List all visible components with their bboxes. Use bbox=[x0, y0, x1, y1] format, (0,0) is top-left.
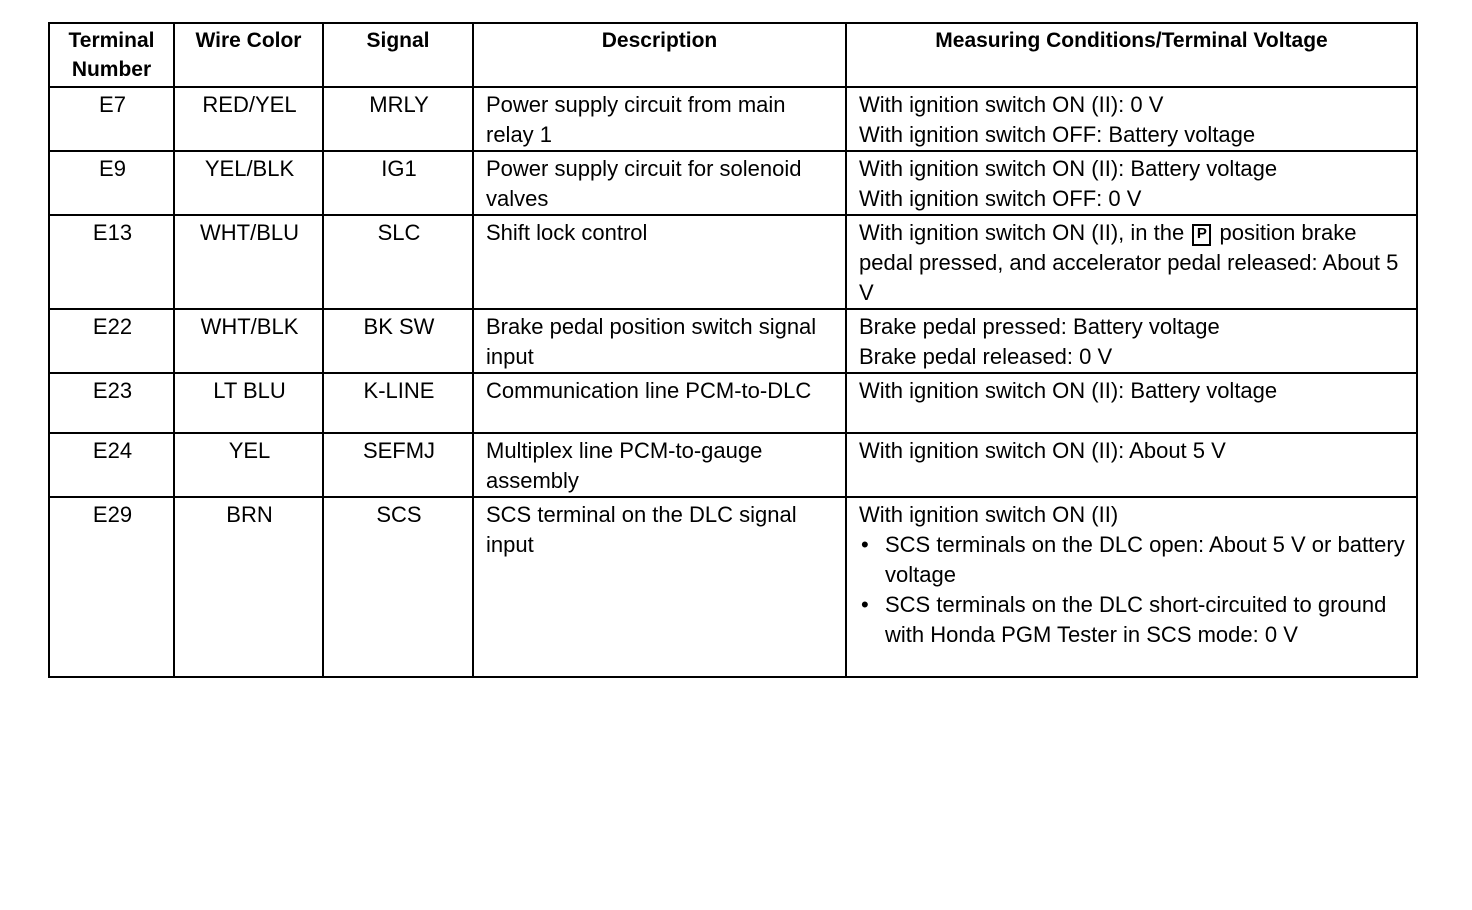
condition-line: With ignition switch ON (II): Battery voltage bbox=[859, 378, 1278, 403]
description-cell: SCS terminal on the DLC signal input bbox=[473, 497, 846, 677]
signal-cell: SEFMJ bbox=[323, 433, 473, 497]
header-wire-color: Wire Color bbox=[174, 23, 323, 87]
bullet-icon: • bbox=[861, 532, 869, 557]
signal-cell: K-LINE bbox=[323, 373, 473, 433]
description-cell: Power supply circuit from main relay 1 bbox=[473, 87, 846, 151]
signal-cell: SLC bbox=[323, 215, 473, 309]
table-row bbox=[49, 373, 1417, 433]
terminal-number-cell: E22 bbox=[49, 309, 174, 373]
signal-cell: MRLY bbox=[323, 87, 473, 151]
conditions-cell bbox=[846, 215, 1417, 309]
terminal-number-cell: E9 bbox=[49, 151, 174, 215]
signal-cell: BK SW bbox=[323, 309, 473, 373]
condition-bullet-item bbox=[859, 590, 1406, 650]
bullet-icon: • bbox=[861, 592, 869, 617]
condition-line: With ignition switch ON (II): Battery voltage bbox=[859, 156, 1278, 181]
conditions-cell bbox=[846, 497, 1417, 677]
condition-line: With ignition switch ON (II): About 5 V bbox=[859, 438, 1226, 463]
wire-color-cell: LT BLU bbox=[174, 373, 323, 433]
header-terminal-number: Terminal Number bbox=[49, 23, 174, 87]
description-cell: Multiplex line PCM-to-gauge assembly bbox=[473, 433, 846, 497]
terminal-number-cell: E29 bbox=[49, 497, 174, 677]
description-cell: Shift lock control bbox=[473, 215, 846, 309]
table-row bbox=[49, 433, 1417, 497]
park-position-icon: P bbox=[1192, 224, 1211, 246]
table-row bbox=[49, 151, 1417, 215]
conditions-cell bbox=[846, 309, 1417, 373]
condition-bullet-item bbox=[859, 530, 1406, 590]
condition-line: Brake pedal released: 0 V bbox=[859, 344, 1113, 369]
wire-color-cell: RED/YEL bbox=[174, 87, 323, 151]
conditions-cell bbox=[846, 87, 1417, 151]
terminal-number-cell: E24 bbox=[49, 433, 174, 497]
wire-color-cell: BRN bbox=[174, 497, 323, 677]
condition-line: Brake pedal pressed: Battery voltage bbox=[859, 314, 1220, 339]
wire-color-cell: WHT/BLU bbox=[174, 215, 323, 309]
conditions-cell bbox=[846, 151, 1417, 215]
wire-color-cell: YEL/BLK bbox=[174, 151, 323, 215]
condition-text: With ignition switch ON (II), in the bbox=[859, 220, 1185, 245]
header-row bbox=[49, 23, 1417, 87]
header-signal: Signal bbox=[323, 23, 473, 87]
header-description: Description bbox=[473, 23, 846, 87]
table-row bbox=[49, 497, 1417, 677]
terminal-number-cell: E7 bbox=[49, 87, 174, 151]
condition-line bbox=[859, 218, 1406, 308]
table-body bbox=[49, 87, 1417, 677]
condition-text: SCS terminals on the DLC open: About 5 V or battery voltage bbox=[885, 532, 1405, 587]
description-cell: Brake pedal position switch signal input bbox=[473, 309, 846, 373]
conditions-cell bbox=[846, 433, 1417, 497]
table-row bbox=[49, 215, 1417, 309]
condition-line: With ignition switch ON (II) bbox=[859, 502, 1119, 527]
condition-text: SCS terminals on the DLC short-circuited to ground with Honda PGM Tester in SCS mode: 0 V bbox=[885, 592, 1387, 647]
terminal-number-cell: E23 bbox=[49, 373, 174, 433]
description-cell: Communication line PCM-to-DLC bbox=[473, 373, 846, 433]
table-row bbox=[49, 87, 1417, 151]
conditions-cell bbox=[846, 373, 1417, 433]
condition-line: With ignition switch ON (II): 0 V bbox=[859, 92, 1164, 117]
condition-line: With ignition switch OFF: 0 V bbox=[859, 186, 1142, 211]
signal-cell: SCS bbox=[323, 497, 473, 677]
condition-text: position brake pedal pressed, and accelerator pedal released: About 5 V bbox=[859, 220, 1399, 305]
terminal-number-cell: E13 bbox=[49, 215, 174, 309]
wire-color-cell: YEL bbox=[174, 433, 323, 497]
header-measuring-conditions: Measuring Conditions/Terminal Voltage bbox=[846, 23, 1417, 87]
wire-color-cell: WHT/BLK bbox=[174, 309, 323, 373]
signal-cell: IG1 bbox=[323, 151, 473, 215]
condition-line: With ignition switch OFF: Battery voltage bbox=[859, 122, 1256, 147]
description-cell: Power supply circuit for solenoid valves bbox=[473, 151, 846, 215]
table-row bbox=[49, 309, 1417, 373]
terminal-table bbox=[48, 22, 1418, 678]
